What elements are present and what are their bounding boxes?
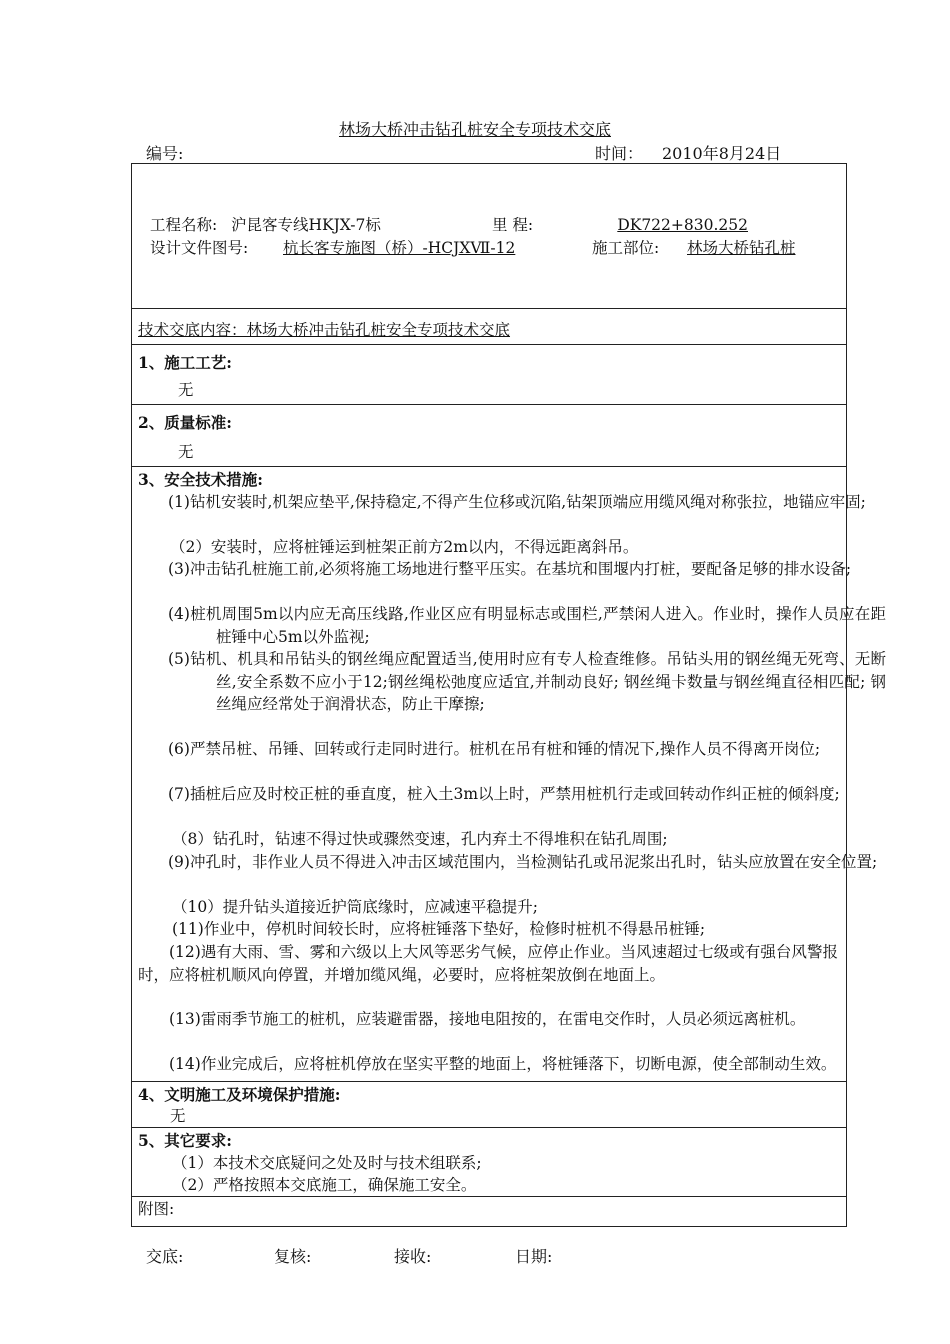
safety-item-3: (3)冲击钻孔桩施工前,必须将施工场地进行整平压实。在基坑和围堰内打桩，要配备足够的排水设备; (168, 560, 852, 578)
safety-item-6: (6)严禁吊桩、吊锤、回转或行走同时进行。桩机在吊有桩和锤的情况下,操作人员不得离开岗位; (168, 740, 821, 758)
section-1-heading: 1、施工工艺: (138, 353, 233, 372)
safety-item-12: (12)遇有大雨、雪、雾和六级以上大风等恶劣气候，应停止作业。当风速超过七级或有强台风警报时，应将桩机顺风向停置，并增加缆风绳，必要时，应将桩架放倒在地面上。 (138, 943, 838, 984)
number-label: 编号: (146, 144, 184, 163)
safety-item-4: (4)桩机周围5m以内应无高压线路,作业区应有明显标志或围栏,严禁闲人进入。作业时，操作人员应在距桩锤中心5m以外监视; (168, 605, 886, 646)
section-2-body: 无 (178, 443, 194, 461)
row-divider (131, 1127, 847, 1128)
attachment-label: 附图: (138, 1200, 175, 1218)
section-3-heading: 3、安全技术措施: (138, 470, 264, 489)
row-divider (131, 466, 847, 467)
row-divider (131, 308, 847, 309)
signature-riqi: 日期: (515, 1247, 553, 1266)
safety-item-11: (11)作业中，停机时间较长时，应将桩锤落下垫好，检修时桩机不得悬吊桩锤; (172, 920, 706, 938)
safety-item-7: (7)插桩后应及时校正桩的垂直度，桩入土3m以上时，严禁用桩机行走或回转动作纠正桩的倾斜度; (168, 785, 840, 803)
document-title: 林场大桥冲击钻孔桩安全专项技术交底 (338, 120, 611, 139)
safety-item-13: (13)雷雨季节施工的桩机，应装避雷器，接地电阻按的，在雷电交作时，人员必须远离桩机。 (169, 1010, 806, 1028)
safety-item-10: （10）提升钻头道接近护筒底缘时，应减速平稳提升; (172, 898, 538, 916)
row-divider (131, 344, 847, 345)
section-2-heading: 2、质量标准: (138, 413, 233, 432)
date-value: 2010年8月24日 (662, 144, 782, 163)
section-4-heading: 4、文明施工及环境保护措施: (138, 1085, 341, 1104)
section-4-body: 无 (170, 1107, 186, 1125)
other-item-2: （2）严格按照本交底施工，确保施工安全。 (172, 1176, 477, 1194)
design-drawing-value: 杭长客专施图（桥）-HCJXⅦ-12 (283, 239, 516, 257)
content-heading: 技术交底内容：林场大桥冲击钻孔桩安全专项技术交底 (138, 321, 511, 339)
safety-item-9: (9)冲孔时，非作业人员不得进入冲击区域范围内，当检测钻孔或吊泥浆出孔时，钻头应放置在安全位置; (168, 853, 878, 871)
design-drawing-label: 设计文件图号: (150, 239, 249, 257)
construction-part-label: 施工部位: (592, 239, 660, 257)
signature-jieshou: 接收: (394, 1247, 432, 1266)
safety-item-2: （2）安装时，应将桩锤运到桩架正前方2m以内，不得远距离斜吊。 (170, 538, 639, 556)
section-5-heading: 5、其它要求: (138, 1131, 233, 1150)
mileage-value: DK722+830.252 (617, 216, 748, 234)
row-divider (131, 1196, 847, 1197)
safety-item-1: (1)钻机安装时,机架应垫平,保持稳定,不得产生位移或沉陷,钻架顶端应用缆风绳对称张拉，地锚应牢固; (168, 493, 866, 511)
section-1-body: 无 (178, 381, 194, 399)
time-label: 时间： (595, 144, 644, 163)
row-divider (131, 1081, 847, 1082)
signature-fuhe: 复核: (274, 1247, 312, 1266)
construction-part-value: 林场大桥钻孔桩 (687, 239, 796, 257)
project-name-value: 沪昆客专线HKJX-7标 (231, 216, 381, 234)
other-item-1: （1）本技术交底疑问之处及时与技术组联系; (172, 1154, 482, 1172)
project-name-label: 工程名称: (150, 216, 218, 234)
row-divider (131, 404, 847, 405)
signature-jiaodi: 交底: (146, 1247, 184, 1266)
mileage-label: 里 程: (492, 216, 534, 234)
safety-item-8: （8）钻孔时，钻速不得过快或骤然变速，孔内弃土不得堆积在钻孔周围; (172, 830, 668, 848)
safety-item-14: (14)作业完成后，应将桩机停放在坚实平整的地面上，将桩锤落下，切断电源，使全部制动生效。 (169, 1055, 837, 1073)
safety-item-5: (5)钻机、机具和吊钻头的钢丝绳应配置适当,使用时应有专人检查维修。吊钻头用的钢丝绳无死弯、无断丝,安全系数不应小于12;钢丝绳松弛度应适宜,并制动良好; 钢丝绳卡数量与钢丝绳直径相匹配; 钢丝绳应经常处于润滑状态，防止干摩擦; (168, 650, 886, 713)
